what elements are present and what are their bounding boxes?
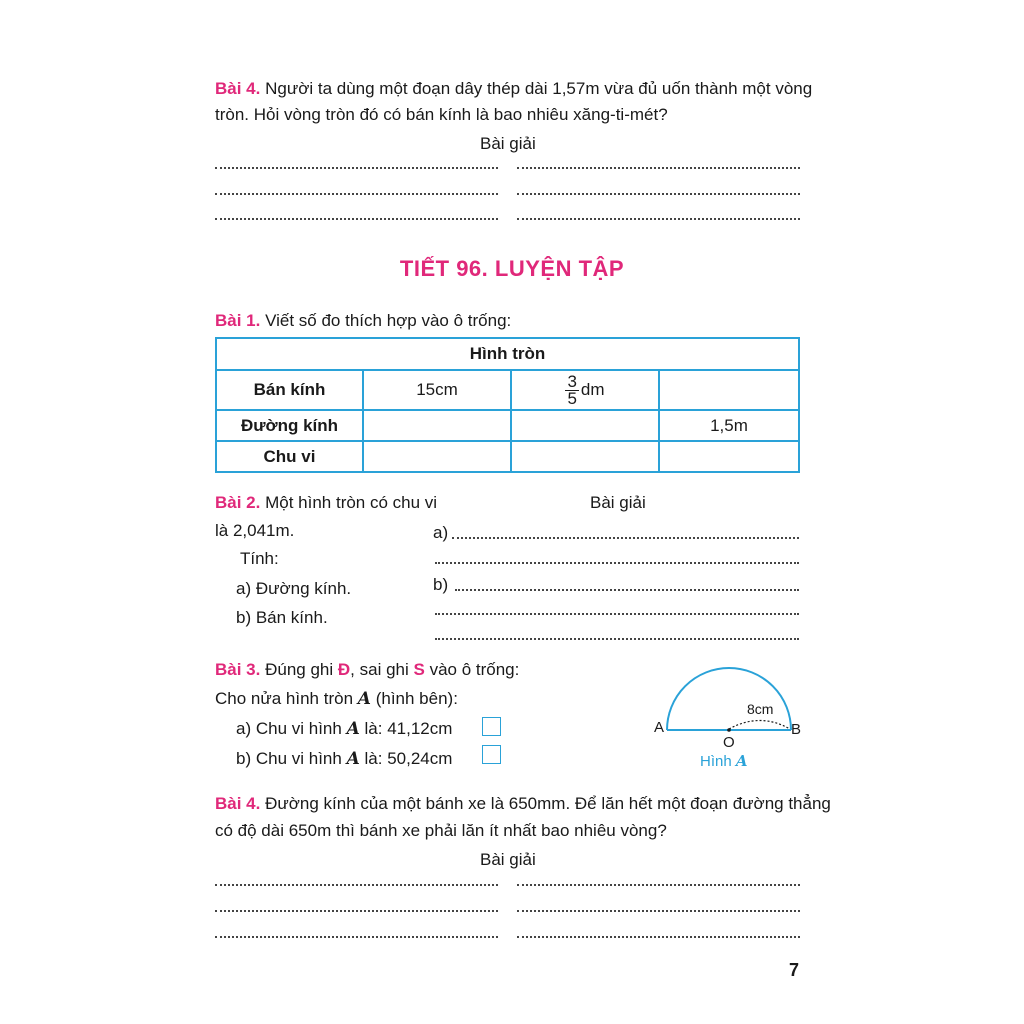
exercise-text: Đường kính của một bánh xe là 650mm. Để lăn hết một đoạn đường thẳng xyxy=(265,794,831,813)
table-cell[interactable] xyxy=(363,441,511,472)
ex4-line1 xyxy=(215,793,831,815)
answer-checkbox[interactable] xyxy=(482,717,501,736)
item-text: a) Chu vi hình xyxy=(236,719,342,738)
semicircle-arc xyxy=(667,668,791,730)
answer-line xyxy=(452,537,799,539)
exercise-label: Bài 4. xyxy=(215,79,261,98)
exercise-label: Bài 3. xyxy=(215,660,261,679)
page-number: 7 xyxy=(789,960,800,980)
exercise-text: (hình bên): xyxy=(375,689,458,708)
ex1-prompt xyxy=(215,310,511,332)
table-cell[interactable] xyxy=(659,370,799,410)
ex3-item-b xyxy=(236,748,452,770)
fraction-unit: dm xyxy=(580,379,605,399)
item-text: là: 50,24cm xyxy=(364,749,453,768)
answer-line xyxy=(215,167,498,169)
exercise-text: , sai ghi xyxy=(350,660,409,679)
table-cell-fraction xyxy=(511,370,659,410)
radius-marker xyxy=(729,721,790,730)
table-header: Hình tròn xyxy=(216,338,799,370)
top-exercise-line2: tròn. Hỏi vòng tròn đó có bán kính là bao nhiêu xăng-ti-mét? xyxy=(215,105,668,124)
answer-line xyxy=(215,884,498,886)
exercise-text: Một hình tròn có chu vi xyxy=(265,493,438,512)
answer-line xyxy=(215,910,498,912)
answer-line xyxy=(517,936,800,938)
figure-letter: A xyxy=(357,689,371,709)
item-text: là: 41,12cm xyxy=(364,719,453,738)
exercise-label: Bài 4. xyxy=(215,794,261,813)
solution-heading: Bài giải xyxy=(480,134,536,153)
table-cell[interactable] xyxy=(511,441,659,472)
answer-line xyxy=(517,884,800,886)
exercise-text: Cho nửa hình tròn xyxy=(215,689,354,708)
exercise-label: Bài 1. xyxy=(215,311,261,330)
row-label-diameter: Đường kính xyxy=(216,410,363,441)
point-b-label: B xyxy=(791,721,802,738)
answer-line xyxy=(435,638,799,640)
ex2-line1 xyxy=(215,492,437,514)
figure-letter: A xyxy=(735,752,748,770)
item-text: b) Chu vi hình xyxy=(236,749,342,768)
answer-line xyxy=(215,936,498,938)
solution-heading: Bài giải xyxy=(590,493,646,512)
answer-line xyxy=(215,218,498,220)
fraction-numerator: 3 xyxy=(567,371,577,391)
figure-letter: A xyxy=(346,749,360,769)
answer-line xyxy=(455,589,799,591)
caption-text: Hình xyxy=(700,753,732,770)
exercise-text: Đúng ghi xyxy=(265,660,334,679)
table-cell[interactable] xyxy=(363,410,511,441)
solution-heading: Bài giải xyxy=(480,850,536,869)
answer-line xyxy=(435,562,799,564)
answer-line xyxy=(215,193,498,195)
row-label-circumference: Chu vi xyxy=(216,441,363,472)
false-letter: S xyxy=(413,660,425,679)
exercise-text: Người ta dùng một đoạn dây thép dài 1,57m vừa đủ uốn thành một vòng xyxy=(265,79,813,98)
row-label-radius: Bán kính xyxy=(216,370,363,410)
table-cell[interactable] xyxy=(659,441,799,472)
ex4-line2: có độ dài 650m thì bánh xe phải lăn ít nhất bao nhiêu vòng? xyxy=(215,821,667,840)
answer-checkbox[interactable] xyxy=(482,745,501,764)
answer-a-label: a) xyxy=(433,523,449,542)
answer-line xyxy=(435,613,799,615)
ex3-line1 xyxy=(215,659,519,681)
ex2-line3: Tính: xyxy=(240,549,279,568)
table-cell: 15cm xyxy=(363,370,511,410)
answer-line xyxy=(517,218,800,220)
lesson-title: TIẾT 96. LUYỆN TẬP xyxy=(399,256,625,281)
exercise-text: Viết số đo thích hợp vào ô trống: xyxy=(265,311,512,330)
exercise-label: Bài 2. xyxy=(215,493,261,512)
center-point xyxy=(727,728,731,732)
top-exercise-line1 xyxy=(215,78,812,100)
ex2-item-b: b) Bán kính. xyxy=(236,608,328,627)
circle-table xyxy=(215,337,800,473)
true-letter: Đ xyxy=(337,660,351,679)
ex3-item-a xyxy=(236,718,452,740)
answer-line xyxy=(517,193,800,195)
answer-line xyxy=(517,167,800,169)
radius-label: 8cm xyxy=(747,701,774,717)
point-a-label: A xyxy=(654,719,665,736)
table-cell[interactable] xyxy=(511,410,659,441)
answer-line xyxy=(517,910,800,912)
answer-b-label: b) xyxy=(433,575,449,594)
figure-letter: A xyxy=(346,719,360,739)
ex3-line2 xyxy=(215,688,458,710)
figure-caption xyxy=(700,752,748,770)
exercise-text: vào ô trống: xyxy=(429,660,520,679)
point-o-label: O xyxy=(723,734,735,751)
fraction xyxy=(565,371,578,408)
table-cell: 1,5m xyxy=(659,410,799,441)
ex2-line2: là 2,041m. xyxy=(215,521,295,540)
ex2-item-a: a) Đường kính. xyxy=(236,579,352,598)
fraction-denominator: 5 xyxy=(567,388,577,408)
